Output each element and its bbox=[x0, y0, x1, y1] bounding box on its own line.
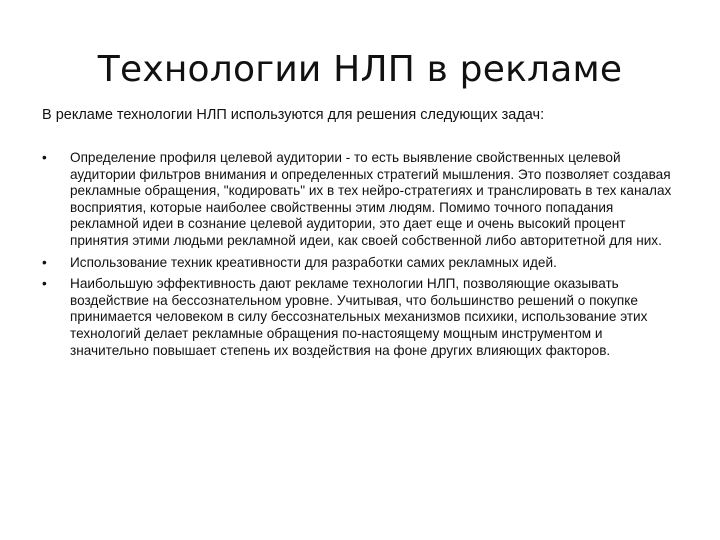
bullet-list bbox=[42, 150, 682, 364]
bullet-text: Использование техник креативности для разработки самих рекламных идей. bbox=[70, 254, 557, 270]
bullet-item-creativity bbox=[42, 255, 682, 272]
intro-text: В рекламе технологии НЛП используются для решения следующих задач: bbox=[42, 107, 545, 123]
bullet-icon: • bbox=[42, 150, 47, 165]
bullet-icon: • bbox=[42, 254, 47, 270]
slide-title: Технологии НЛП в рекламе bbox=[97, 49, 623, 90]
bullet-text: Наибольшую эффективность дают рекламе технологии НЛП, позволяющие оказывать воздействие на бессознательном уровне. Учитывая, что большинство решений о покупке принимается человеком в силу бессознательных механизмов психики, использование этих технологий делает рекламные обращения по-настоящему мощным инструментом и значительно повышает степень их воздействия на фоне других влияющих факторов. bbox=[70, 276, 648, 358]
bullet-icon: • bbox=[42, 276, 47, 292]
bullet-item-audience-profile bbox=[42, 150, 682, 250]
bullet-text: Определение профиля целевой аудитории - то есть выявление свойственных целевой аудитории фильтров внимания и определенных стратегий мышления. Это позволяет создавая рекламные обращения, "кодировать" их в тех нейро-стратегиях и транслировать в тех каналах восприятия, которые наиболее свойственны этим людям. Помимо точного попадания рекламной идеи в сознание целевой аудитории, это дает еще и очень высокий процент принятия этими людьми рекламной идеи, как своей собственной либо авторитетной для них. bbox=[70, 150, 672, 248]
bullet-item-effectiveness bbox=[42, 276, 682, 359]
